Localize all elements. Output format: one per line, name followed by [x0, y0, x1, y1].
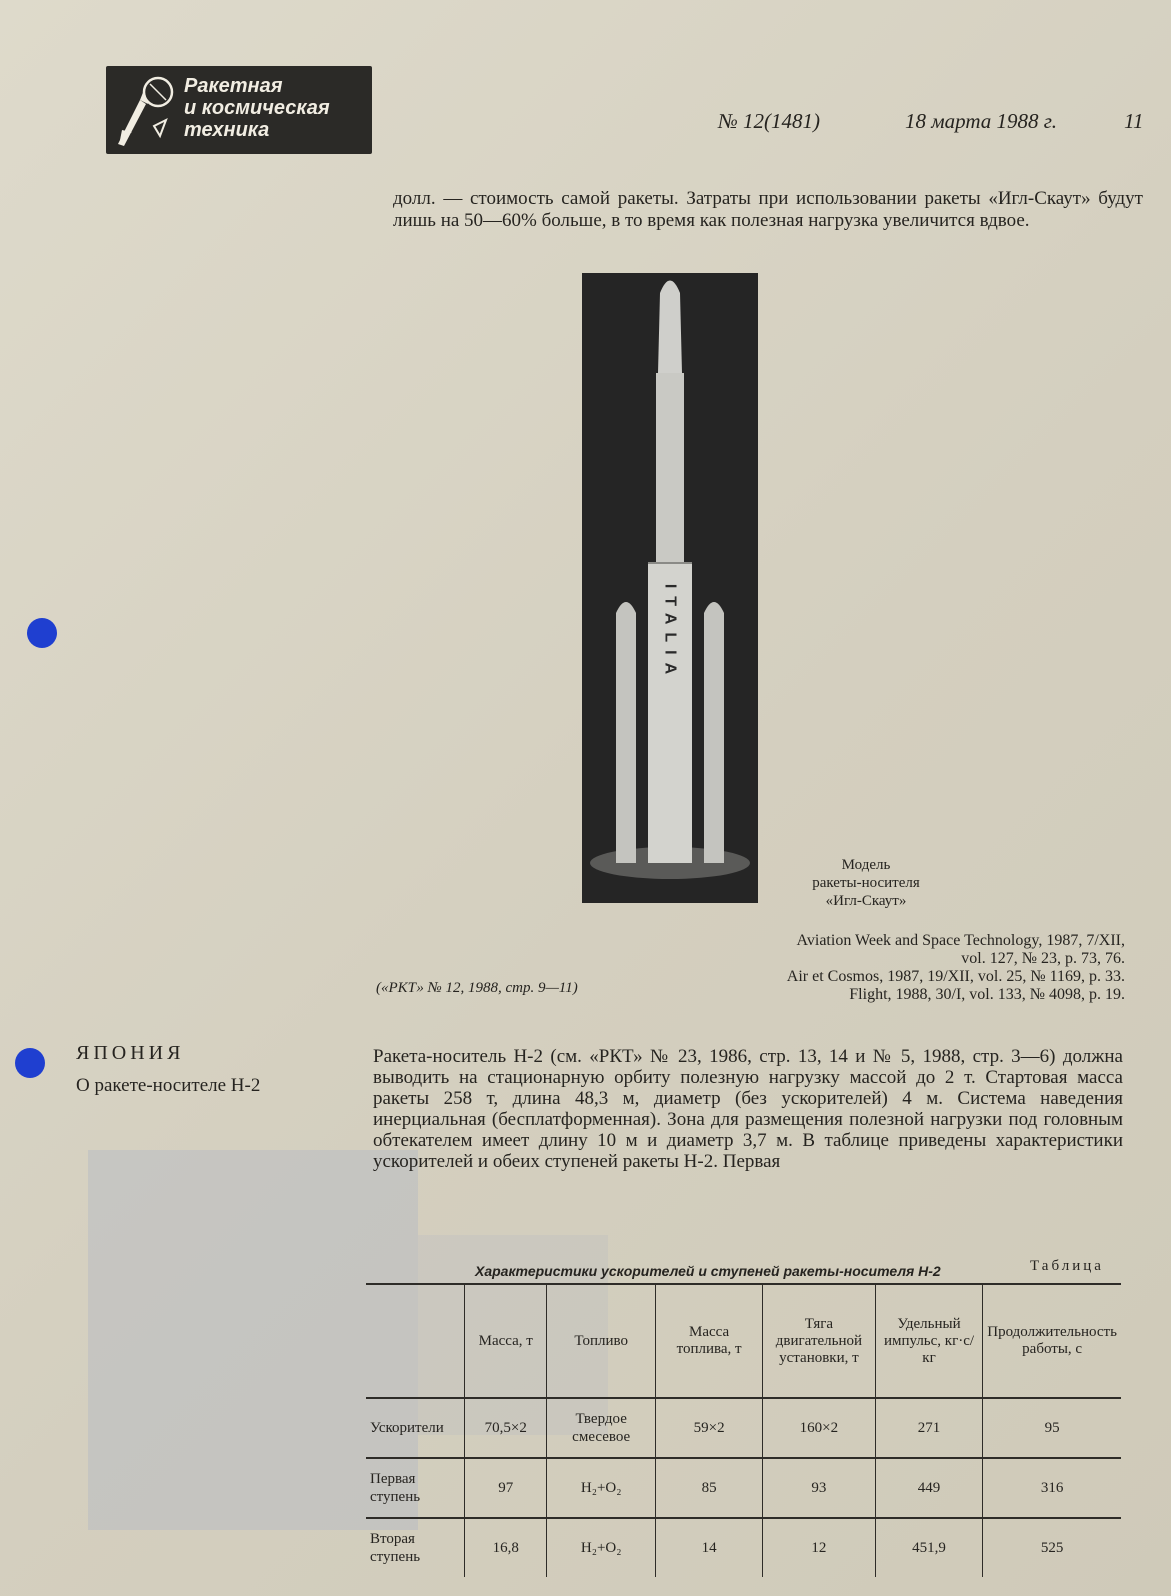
table-cell: 316 — [983, 1458, 1121, 1518]
table-label: Таблица — [1030, 1258, 1104, 1274]
issue-date: 18 марта 1988 г. — [905, 109, 1057, 133]
reference-line: Flight, 1988, 30/I, vol. 133, № 4098, p. 19. — [849, 986, 1125, 1003]
logo-title — [184, 75, 330, 141]
caption-line: ракеты-носителя — [812, 875, 920, 891]
logo-line: техника — [184, 119, 270, 141]
table-cell: 160×2 — [763, 1398, 876, 1458]
table-cell: 97 — [465, 1458, 547, 1518]
rocket-illustration — [582, 273, 758, 903]
table-cell: 70,5×2 — [465, 1398, 547, 1458]
page-number: 11 — [1124, 109, 1144, 133]
table-cell: Вторая ступень — [370, 1531, 421, 1565]
table-header-row — [366, 1284, 1121, 1398]
logo-line: Ракетная — [184, 75, 283, 97]
table-cell: H₂+O₂ — [547, 1518, 656, 1577]
table-header-cell: Масса, т — [465, 1284, 547, 1398]
table-cell: Твердое смесевое — [547, 1398, 656, 1458]
table-row — [366, 1398, 1121, 1458]
table-header-cell: Удельный импульс, кг·с/кг — [875, 1284, 982, 1398]
continued-paragraph: долл. — стоимость самой ракеты. Затраты при использовании ракеты «Игл-Скаут» будут лишь на 50—60% больше, в то время как полезная нагрузка увеличится вдвое. — [393, 188, 1143, 231]
punch-hole-mark — [27, 618, 57, 648]
caption-line: Модель — [841, 857, 891, 873]
table-cell: Ускорители — [370, 1420, 444, 1436]
rocket-lettering: ITALIA — [661, 583, 679, 683]
table-cell: 85 — [656, 1458, 763, 1518]
table-cell: 14 — [656, 1518, 763, 1577]
figure-caption — [776, 856, 956, 910]
article-body: Ракета-носитель Н-2 (см. «РКТ» № 23, 1986, стр. 13, 14 и № 5, 1988, стр. 3—6) должна выводить на стационарную орбиту полезную нагрузку массой до 2 т. Стартовая масса ракеты 258 т, длина 48,3 м, диаметр (без ускорителей) 4 м. Система наведения инерциальная (бесплатформенная). Зона для размещения полезной нагрузки под головным обтекателем имеет длину 10 м и диаметр 3,7 м. В таблице приведены характеристики ускорителей и обеих ступеней ракеты Н-2. Первая — [373, 1046, 1123, 1172]
table-row — [366, 1518, 1121, 1577]
table-cell: 12 — [763, 1518, 876, 1577]
table-header-cell: Топливо — [547, 1284, 656, 1398]
table-cell: 451,9 — [875, 1518, 982, 1577]
section-heading: ЯПОНИЯ — [76, 1042, 185, 1064]
characteristics-table — [366, 1283, 1121, 1577]
section-subheading: О ракете-носителе Н-2 — [76, 1075, 261, 1096]
source-reference: («РКТ» № 12, 1988, стр. 9—11) — [376, 980, 578, 996]
punch-hole-mark — [15, 1048, 45, 1078]
table-cell: Первая ступень — [370, 1471, 421, 1505]
logo-line: и космическая — [184, 97, 330, 119]
rocket-globe-icon — [110, 70, 182, 150]
rocket-photo — [582, 273, 758, 903]
table-cell: 449 — [875, 1458, 982, 1518]
table-cell: H₂+O₂ — [547, 1458, 656, 1518]
caption-line: «Игл-Скаут» — [825, 893, 907, 909]
table-header-cell — [366, 1284, 465, 1398]
issue-number: № 12(1481) — [718, 109, 821, 133]
table-title: Характеристики ускорителей и ступеней ракеты-носителя Н-2 — [475, 1263, 941, 1279]
table-cell: 271 — [875, 1398, 982, 1458]
table-cell: 93 — [763, 1458, 876, 1518]
table-header-cell: Тяга двигательной установки, т — [763, 1284, 876, 1398]
table-header-cell: Продолжительность работы, с — [983, 1284, 1121, 1398]
reference-line: Air et Cosmos, 1987, 19/XII, vol. 25, № 1169, p. 33. — [786, 968, 1125, 985]
bibliography — [640, 932, 1125, 1004]
table-cell: 59×2 — [656, 1398, 763, 1458]
reference-line: Aviation Week and Space Technology, 1987, 7/XII, — [796, 932, 1125, 949]
journal-logo — [106, 66, 372, 154]
table-cell: 16,8 — [465, 1518, 547, 1577]
reference-line: vol. 127, № 23, p. 73, 76. — [961, 950, 1125, 967]
table-cell: 525 — [983, 1518, 1121, 1577]
table-row — [366, 1458, 1121, 1518]
table-header-cell: Масса топлива, т — [656, 1284, 763, 1398]
table-cell: 95 — [983, 1398, 1121, 1458]
